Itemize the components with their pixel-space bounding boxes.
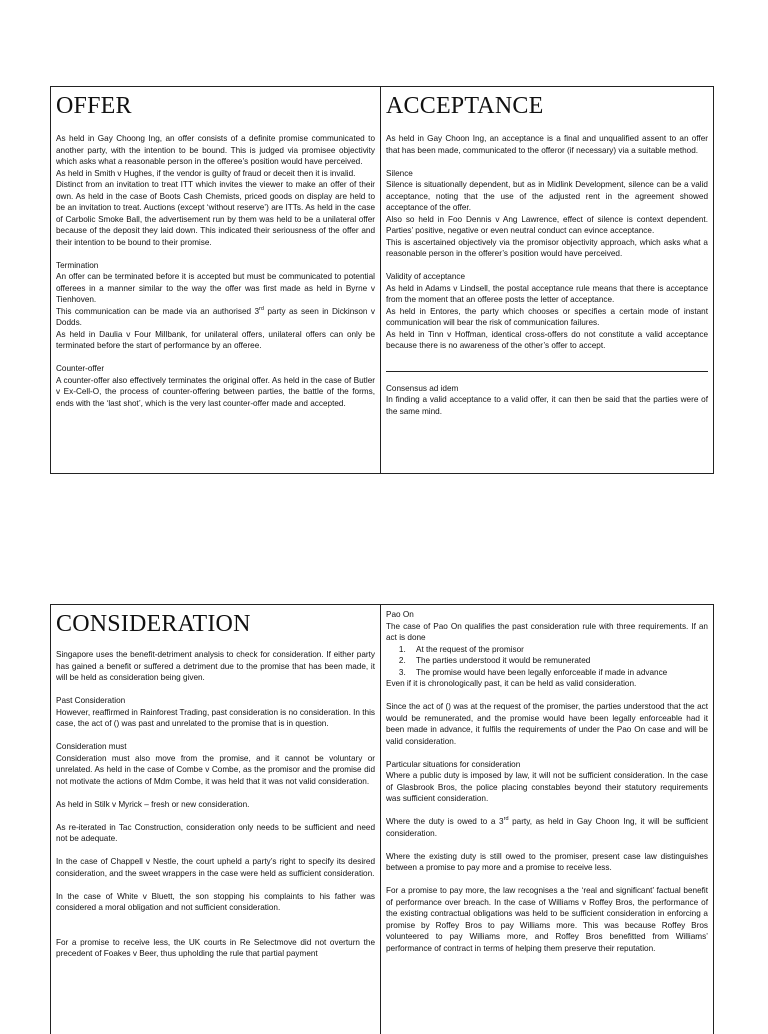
consideration-must-paragraph: In the case of White v Bluett, the son stopping his complaints to his father was considered a moral obligation and not sufficient consideration. bbox=[56, 891, 375, 912]
silence-heading: Silence bbox=[386, 168, 413, 178]
offer-acceptance-table bbox=[50, 86, 714, 474]
offer-column bbox=[51, 87, 381, 473]
termination-paragraph: As held in Daulia v Four Millbank, for unilateral offers, unilateral offers can only be terminated before the start of performance by an offeree. bbox=[56, 329, 375, 350]
pao-on-column bbox=[381, 605, 713, 1034]
consideration-must-paragraph: For a promise to receive less, the UK courts in Re Selectmove did not overturn the precedent of Foakes v Beer, thus upholding the rule that partial payment bbox=[56, 937, 375, 958]
acceptance-heading: ACCEPTANCE bbox=[386, 93, 544, 119]
termination-paragraph: An offer can be terminated before it is accepted but must be communicated to potential offerees in a manner similar to the way the offer was first made as held in Byrne v Tienhoven. bbox=[56, 272, 375, 304]
offer-heading: OFFER bbox=[56, 93, 132, 119]
offer-paragraph: Distinct from an invitation to treat ITT which invites the viewer to make an offer of their own. As held in the case of Boots Cash Chemists, priced goods on display are held to be an invitation to treat. Auctions (except ‘without reserve’) are ITTs. As held in the case of Carbolic Smoke Ball, the advertisement run by them was held to be a unilateral offer because of the deposit they laid down. This indicated their seriousness of the offer and their intention to be bound to their promise. bbox=[56, 180, 375, 247]
consideration-must-paragraph: Consideration must also move from the promise, and it cannot be voluntary or unrelated. As held in the case of Combe v Combe, as the promisor and the promise did not motivate the actions of Mdm Combe, it was held that it was not valid consideration. bbox=[56, 753, 375, 786]
consideration-must-paragraph: In the case of Chappell v Nestle, the court upheld a party’s right to specify its desired consideration, and the sweet wrappers in the case were held as sufficient consideration. bbox=[56, 857, 375, 878]
particular-situations-paragraph: Where the existing duty is still owed to the promiser, present case law distinguishes between a promise to pay more and a promise to receive less. bbox=[386, 851, 708, 872]
list-item: 1. At the request of the promisor bbox=[408, 644, 708, 656]
acceptance-column bbox=[381, 87, 713, 473]
consideration-heading: CONSIDERATION bbox=[56, 611, 251, 637]
consideration-must-heading: Consideration must bbox=[56, 742, 127, 751]
pao-on-paragraph: The case of Pao On qualifies the past consideration rule with three requirements. If an act is done bbox=[386, 621, 708, 642]
consensus-heading: Consensus ad idem bbox=[386, 383, 459, 393]
validity-paragraph: As held in Entores, the party which chooses or specifies a certain mode of instant communication will bear the risk of communication failures. bbox=[386, 306, 708, 327]
particular-situations-paragraph: Where the duty is owed to a 3rd party, as held in Gay Choon Ing, it will be sufficient consideration. bbox=[386, 816, 709, 838]
list-item: 2. The parties understood it would be remunerated bbox=[408, 655, 708, 667]
consensus-paragraph: In finding a valid acceptance to a valid offer, it can then be said that the parties were of the same mind. bbox=[386, 395, 708, 416]
consideration-must-paragraph: As held in Stilk v Myrick – fresh or new consideration. bbox=[56, 799, 250, 809]
validity-heading: Validity of acceptance bbox=[386, 272, 466, 281]
acceptance-paragraph: As held in Gay Choon Ing, an acceptance is a final and unqualified assent to an offer that has been made, communicated to the offeror (if necessary) via a suitable method. bbox=[386, 134, 708, 155]
consideration-table bbox=[50, 604, 714, 1034]
past-consideration-paragraph: However, reaffirmed in Rainforest Trading, past consideration is no consideration. In this case, the act of () was past and unrelated to the promise that is in question. bbox=[56, 707, 375, 728]
counter-offer-paragraph: A counter-offer also effectively terminates the original offer. As held in the case of Butler v Ex-Cell-O, the process of counter-offering between parties, the battle of the forms, ends with the ‘last shot’, which is the very last counter-offer made and accepted. bbox=[56, 375, 375, 408]
pao-on-paragraph: Even if it is chronologically past, it can be held as valid consideration. bbox=[386, 679, 637, 688]
consideration-column bbox=[51, 605, 381, 1034]
validity-paragraph: As held in Adams v Lindsell, the postal acceptance rule means that there is acceptance from the moment that an offeree posts the letter of acceptance. bbox=[386, 283, 708, 304]
particular-situations-heading: Particular situations for consideration bbox=[386, 759, 521, 769]
termination-heading: Termination bbox=[56, 260, 99, 270]
pao-on-paragraph: Since the act of () was at the request of the promiser, the parties understood that the act would be remunerated, and the promise would have been legally enforceable had it been made in advance, it fulfils the requirements of under the Pao On case and will be valid consideration. bbox=[386, 702, 708, 746]
consideration-must-paragraph: As re-iterated in Tac Construction, consideration only needs to be sufficient and need not be adequate. bbox=[56, 822, 375, 843]
past-consideration-heading: Past Consideration bbox=[56, 696, 126, 705]
particular-situations-paragraph: For a promise to pay more, the law recognises a the ‘real and significant’ factual benefit of performance over breach. In the case of Williams v Roffey Bros, the performance of the existing contractual obligations was held to be sufficient consideration in enforcing a promise by Roffey Bros to pay Williams more. This was because Roffey Bros volunteered to pay Williams more, and Roffey Bros benefitted from Williams’ performance of contract in terms of helping them preserve their reputation. bbox=[386, 886, 708, 953]
offer-paragraph: As held in Gay Choong Ing, an offer consists of a definite promise communicated to another party, with the intention to be bound. This is judged via promisee objectivity which asks what a reasonable person in the offeree’s position would have perceived. bbox=[56, 134, 375, 166]
consideration-paragraph: Singapore uses the benefit-detriment analysis to check for consideration. If either party has gained a benefit or suffered a detriment due to the promise that has been made, it will be held as consideration being given. bbox=[56, 650, 375, 682]
pao-on-heading: Pao On bbox=[386, 610, 414, 619]
silence-paragraph: Also so held in Foo Dennis v Ang Lawrence, effect of silence is context dependent. Parties’ positive, negative or even neutral conduct can evince acceptance. bbox=[386, 214, 708, 235]
counter-offer-heading: Counter-offer bbox=[56, 364, 105, 373]
silence-paragraph: This is ascertained objectively via the promisor objectivity approach, which asks what a reasonable person in the offerer’s position would have perceived. bbox=[386, 237, 708, 258]
validity-paragraph: As held in Tinn v Hoffman, identical cross-offers do not constitute a valid acceptance because there is no awareness of the other’s offer to accept. bbox=[386, 329, 708, 350]
requirements-list bbox=[386, 644, 708, 679]
offer-paragraph: As held in Smith v Hughes, if the vendor is guilty of fraud or deceit then it is invalid. bbox=[56, 168, 356, 178]
silence-paragraph: Silence is situationally dependent, but as in Midlink Development, silence can be a valid acceptance, noting that the use of the adjusted rent in the agreement showed acceptance of the offer. bbox=[386, 180, 708, 212]
particular-situations-paragraph: Where a public duty is imposed by law, it will not be sufficient consideration. In the case of Glasbrook Bros, the police placing constables beyond their statutory requirements was sufficient consideration. bbox=[386, 771, 708, 803]
termination-paragraph: This communication can be made via an authorised 3rd party as seen in Dickinson v Dodds. bbox=[56, 305, 375, 327]
list-item: 3. The promise would have been legally enforceable if made in advance bbox=[408, 667, 708, 679]
